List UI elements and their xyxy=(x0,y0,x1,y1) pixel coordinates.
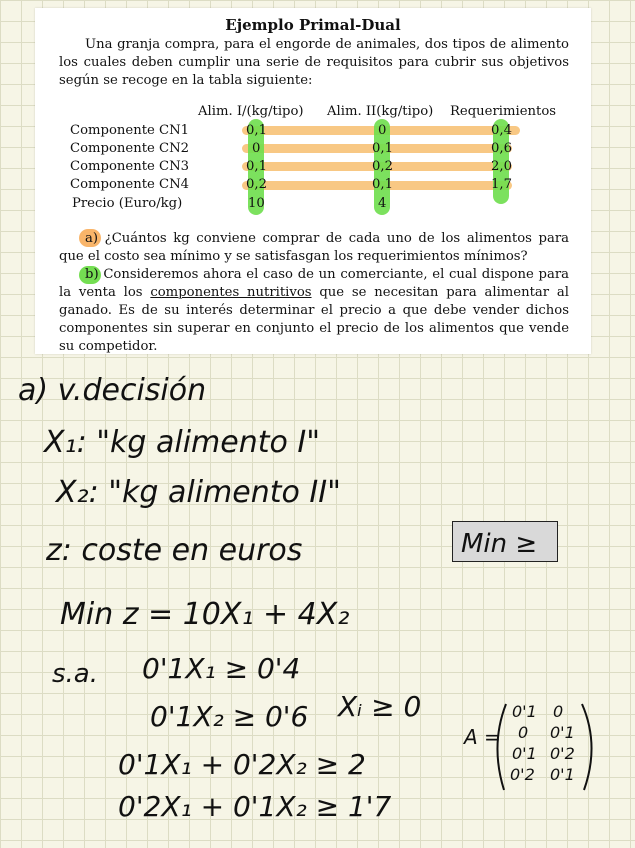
col-header-alim-2: Alim. II(kg/tipo) xyxy=(327,104,434,119)
matrix-cell: 0 xyxy=(553,702,564,721)
cell-cn2-alim1: 0 xyxy=(252,141,261,156)
note-z-definition: z: coste en euros xyxy=(46,533,303,568)
row-label-cn3: Componente CN3 xyxy=(70,159,190,174)
row-label-cn2: Componente CN2 xyxy=(70,141,190,156)
matrix-cell: 0 xyxy=(518,723,529,742)
underlined-phrase: componentes nutritivos xyxy=(150,285,312,300)
note-x2-definition: X₂: "kg alimento II" xyxy=(56,475,341,510)
note-constraint-1: 0'1X₁ ≥ 0'4 xyxy=(142,652,301,685)
question-b: b) Consideremos ahora el caso de un comerciante, el cual dispone para la venta los componentes nutritivos que se necesitan para alimentar al ganado. Es de su interés determinar el precio a que debe vender dichos componentes sin superar en conjunto el precio de los alimentos que vende su competidor. xyxy=(59,267,569,354)
matrix-cell: 0'1 xyxy=(512,744,537,763)
matrix-right-paren xyxy=(582,704,592,790)
row-label-price: Precio (Euro/kg) xyxy=(72,196,183,211)
row-label-cn1: Componente CN1 xyxy=(70,123,190,138)
question-a-marker: a) xyxy=(85,231,99,246)
cell-cn4-alim2: 0,1 xyxy=(372,177,393,192)
cell-cn4-req: 1,7 xyxy=(491,177,512,192)
row-label-cn4: Componente CN4 xyxy=(70,177,190,192)
page-title: Ejemplo Primal-Dual xyxy=(225,16,401,34)
intro-paragraph: Una granja compra, para el engorde de animales, dos tipos de alimento los cuales deben cumplir una serie de requisitos para cubrir sus objetivos según se recoge en la tabla siguiente: xyxy=(59,37,569,88)
note-heading: a) v.decisión xyxy=(18,373,207,408)
cell-cn1-alim1: 0,1 xyxy=(246,123,267,138)
note-subject-to: s.a. xyxy=(52,659,99,689)
note-constraint-3: 0'1X₁ + 0'2X₂ ≥ 2 xyxy=(118,748,366,781)
cell-cn2-alim2: 0,1 xyxy=(372,141,393,156)
note-x1-definition: X₁: "kg alimento I" xyxy=(44,425,321,460)
cell-cn3-req: 2,0 xyxy=(491,159,512,174)
cell-cn3-alim2: 0,2 xyxy=(372,159,393,174)
cell-cn1-req: 0,4 xyxy=(491,123,512,138)
cell-cn3-alim1: 0,1 xyxy=(246,159,267,174)
col-header-alim-1: Alim. I/(kg/tipo) xyxy=(198,104,304,119)
cell-price-alim2: 4 xyxy=(378,196,387,211)
question-b-marker: b) xyxy=(85,267,99,282)
min-ge-box xyxy=(452,521,558,562)
cell-cn2-req: 0,6 xyxy=(491,141,512,156)
min-ge-box-label: Min ≥ xyxy=(461,529,538,559)
note-constraint-4: 0'2X₁ + 0'1X₂ ≥ 1'7 xyxy=(118,790,392,823)
matrix-cell: 0'2 xyxy=(510,765,535,784)
question-a: a) ¿Cuántos kg conviene comprar de cada uno de los alimentos para que el costo sea mínimo y se satisfasgan los requerimientos mínimos? xyxy=(59,231,570,264)
col-header-requirements: Requerimientos xyxy=(450,104,557,119)
cell-price-alim1: 10 xyxy=(248,196,265,211)
matrix-cell: 0'1 xyxy=(512,702,537,721)
cell-cn1-alim2: 0 xyxy=(378,123,387,138)
cell-cn4-alim1: 0,2 xyxy=(246,177,267,192)
matrix-cell: 0'1 xyxy=(550,765,575,784)
matrix-cell: 0'2 xyxy=(550,744,575,763)
matrix-cell: 0'1 xyxy=(550,723,575,742)
matrix-label: A = xyxy=(464,725,501,749)
min-ge-box-text-svg xyxy=(453,522,559,563)
note-objective: Min z = 10X₁ + 4X₂ xyxy=(60,597,350,632)
note-nonnegativity: Xᵢ ≥ 0 xyxy=(338,690,422,723)
note-constraint-2: 0'1X₂ ≥ 0'6 xyxy=(150,700,309,733)
